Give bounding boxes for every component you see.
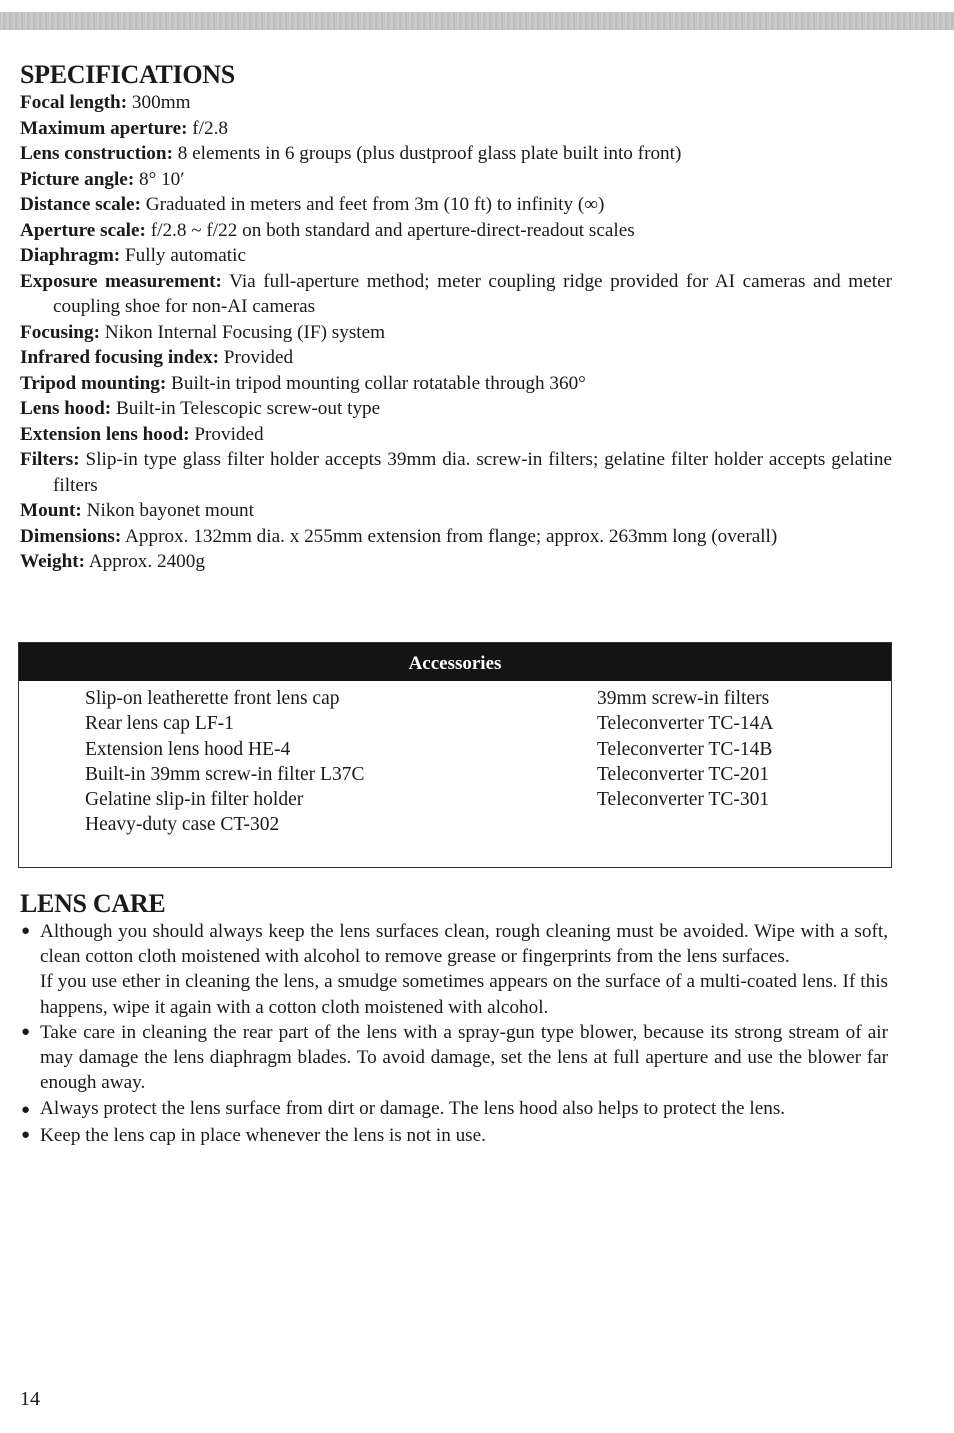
accessories-right-column [597, 686, 773, 812]
spec-row [20, 192, 892, 218]
spec-label: Diaphragm: [20, 245, 121, 266]
spec-label: Lens construction: [20, 143, 173, 164]
spec-label: Focal length: [20, 92, 128, 113]
spec-row [20, 549, 892, 575]
accessory-item: Teleconverter TC-14B [597, 738, 773, 760]
spec-label: Exposure measurement: [20, 270, 222, 292]
spec-value: f/2.8 [187, 117, 229, 139]
spec-row [20, 269, 892, 320]
accessory-item: Slip-on leatherette front lens cap [85, 688, 340, 709]
spec-label: Mount: [20, 500, 82, 521]
spec-label: Infrared focusing index: [20, 347, 219, 368]
care-paragraph: Keep the lens cap in place whenever the lens is not in use. [40, 1125, 486, 1147]
spec-label: Aperture scale: [20, 219, 146, 241]
accessory-item: Built-in 39mm screw-in filter L37C [85, 763, 365, 785]
spec-row [20, 524, 892, 550]
spec-value: Approx. 132mm dia. x 255mm extension from flange; approx. 263mm long (overall) [121, 525, 778, 547]
accessory-item: Heavy-duty case CT-302 [85, 814, 280, 836]
spec-label: Tripod mounting: [20, 372, 167, 394]
spec-value: Provided [189, 423, 264, 445]
spec-row [20, 90, 892, 116]
spec-value: Via full-aperture method; meter coupling ridge provided for AI cameras and meter coupling shoe for non-AI cameras [53, 270, 892, 317]
spec-value: Nikon Internal Focusing (IF) system [99, 321, 386, 343]
top-decorative-band [0, 12, 954, 30]
accessory-item: Teleconverter TC-14A [597, 713, 774, 735]
accessory-item: Extension lens hood HE-4 [85, 738, 291, 760]
spec-row [20, 243, 892, 269]
accessory-item: Rear lens cap LF-1 [85, 713, 234, 735]
care-paragraph: If you use ether in cleaning the lens, a smudge sometimes appears on the surface of a multi-coated lens. If this happens, wipe it again with a cotton cloth moistened with alcohol. [40, 971, 888, 1018]
spec-row [20, 167, 892, 193]
spec-value: Slip-in type glass filter holder accepts 39mm dia. screw-in filters; gelatine filter holder accepts gelatine filters [53, 449, 892, 496]
list-item [20, 1020, 888, 1096]
spec-label: Maximum aperture: [20, 117, 188, 139]
accessory-item: Teleconverter TC-201 [597, 763, 770, 785]
spec-value: Nikon bayonet mount [81, 500, 254, 521]
spec-value: Approx. 2400g [85, 551, 205, 572]
specifications-list [20, 90, 892, 575]
spec-value: f/2.8 ~ f/22 on both standard and aperture-direct-readout scales [145, 219, 635, 241]
spec-row [20, 141, 892, 167]
bullet-icon: ● [21, 1102, 31, 1119]
accessories-left-column [85, 686, 364, 838]
spec-label: Distance scale: [20, 194, 141, 215]
spec-label: Picture angle: [20, 168, 135, 190]
spec-row [20, 371, 892, 397]
lens-care-title: LENS CARE [20, 889, 166, 918]
spec-row [20, 116, 892, 142]
spec-label: Lens hood: [20, 398, 112, 419]
list-item [20, 1123, 888, 1148]
spec-row [20, 447, 892, 498]
care-paragraph: Always protect the lens surface from dirt or damage. The lens hood also helps to protect the lens. [40, 1098, 786, 1120]
spec-row [20, 218, 892, 244]
list-item [20, 1098, 888, 1120]
page-number: 14 [20, 1388, 40, 1410]
accessory-item: Teleconverter TC-301 [597, 789, 770, 811]
bullet-icon: ● [21, 1127, 31, 1144]
spec-label: Focusing: [20, 321, 100, 343]
care-paragraph: Although you should always keep the lens surfaces clean, rough cleaning must be avoided. Wipe with a soft, clean cotton cloth moistened with alcohol to remove grease or fingerprints from the lens surfaces. [40, 921, 888, 968]
spec-value: 8 elements in 6 groups (plus dustproof glass plate built into front) [172, 143, 682, 164]
spec-label: Extension lens hood: [20, 423, 190, 445]
spec-row [20, 320, 892, 346]
accessory-item: Gelatine slip-in filter holder [85, 789, 304, 811]
spec-row [20, 396, 892, 422]
bullet-icon: ● [21, 923, 31, 939]
bullet-icon: ● [21, 1023, 31, 1040]
spec-row [20, 345, 892, 371]
spec-value: 8° 10′ [134, 168, 185, 190]
spec-label: Dimensions: [20, 525, 122, 547]
spec-value: 300mm [127, 92, 191, 113]
spec-label: Filters: [20, 449, 80, 470]
accessories-box [18, 642, 892, 868]
spec-value: Built-in tripod mounting collar rotatable through 360° [166, 372, 586, 394]
accessory-item: 39mm screw-in filters [597, 688, 770, 709]
accessories-header: Accessories [19, 643, 891, 681]
spec-row [20, 498, 892, 524]
spec-value: Fully automatic [120, 245, 246, 266]
specifications-title: SPECIFICATIONS [20, 60, 235, 89]
spec-label: Weight: [20, 551, 86, 572]
list-item [20, 919, 888, 1020]
spec-row [20, 422, 892, 448]
spec-value: Graduated in meters and feet from 3m (10 ft) to infinity (∞) [140, 194, 605, 215]
spec-value: Built-in Telescopic screw-out type [111, 398, 381, 419]
care-paragraph: Take care in cleaning the rear part of the lens with a spray-gun type blower, because its strong stream of air may damage the lens diaphragm blades. To avoid damage, set the lens at full aperture and use the blower far enough away. [40, 1021, 888, 1094]
lens-care-list [20, 919, 888, 1149]
spec-value: Provided [219, 347, 294, 368]
